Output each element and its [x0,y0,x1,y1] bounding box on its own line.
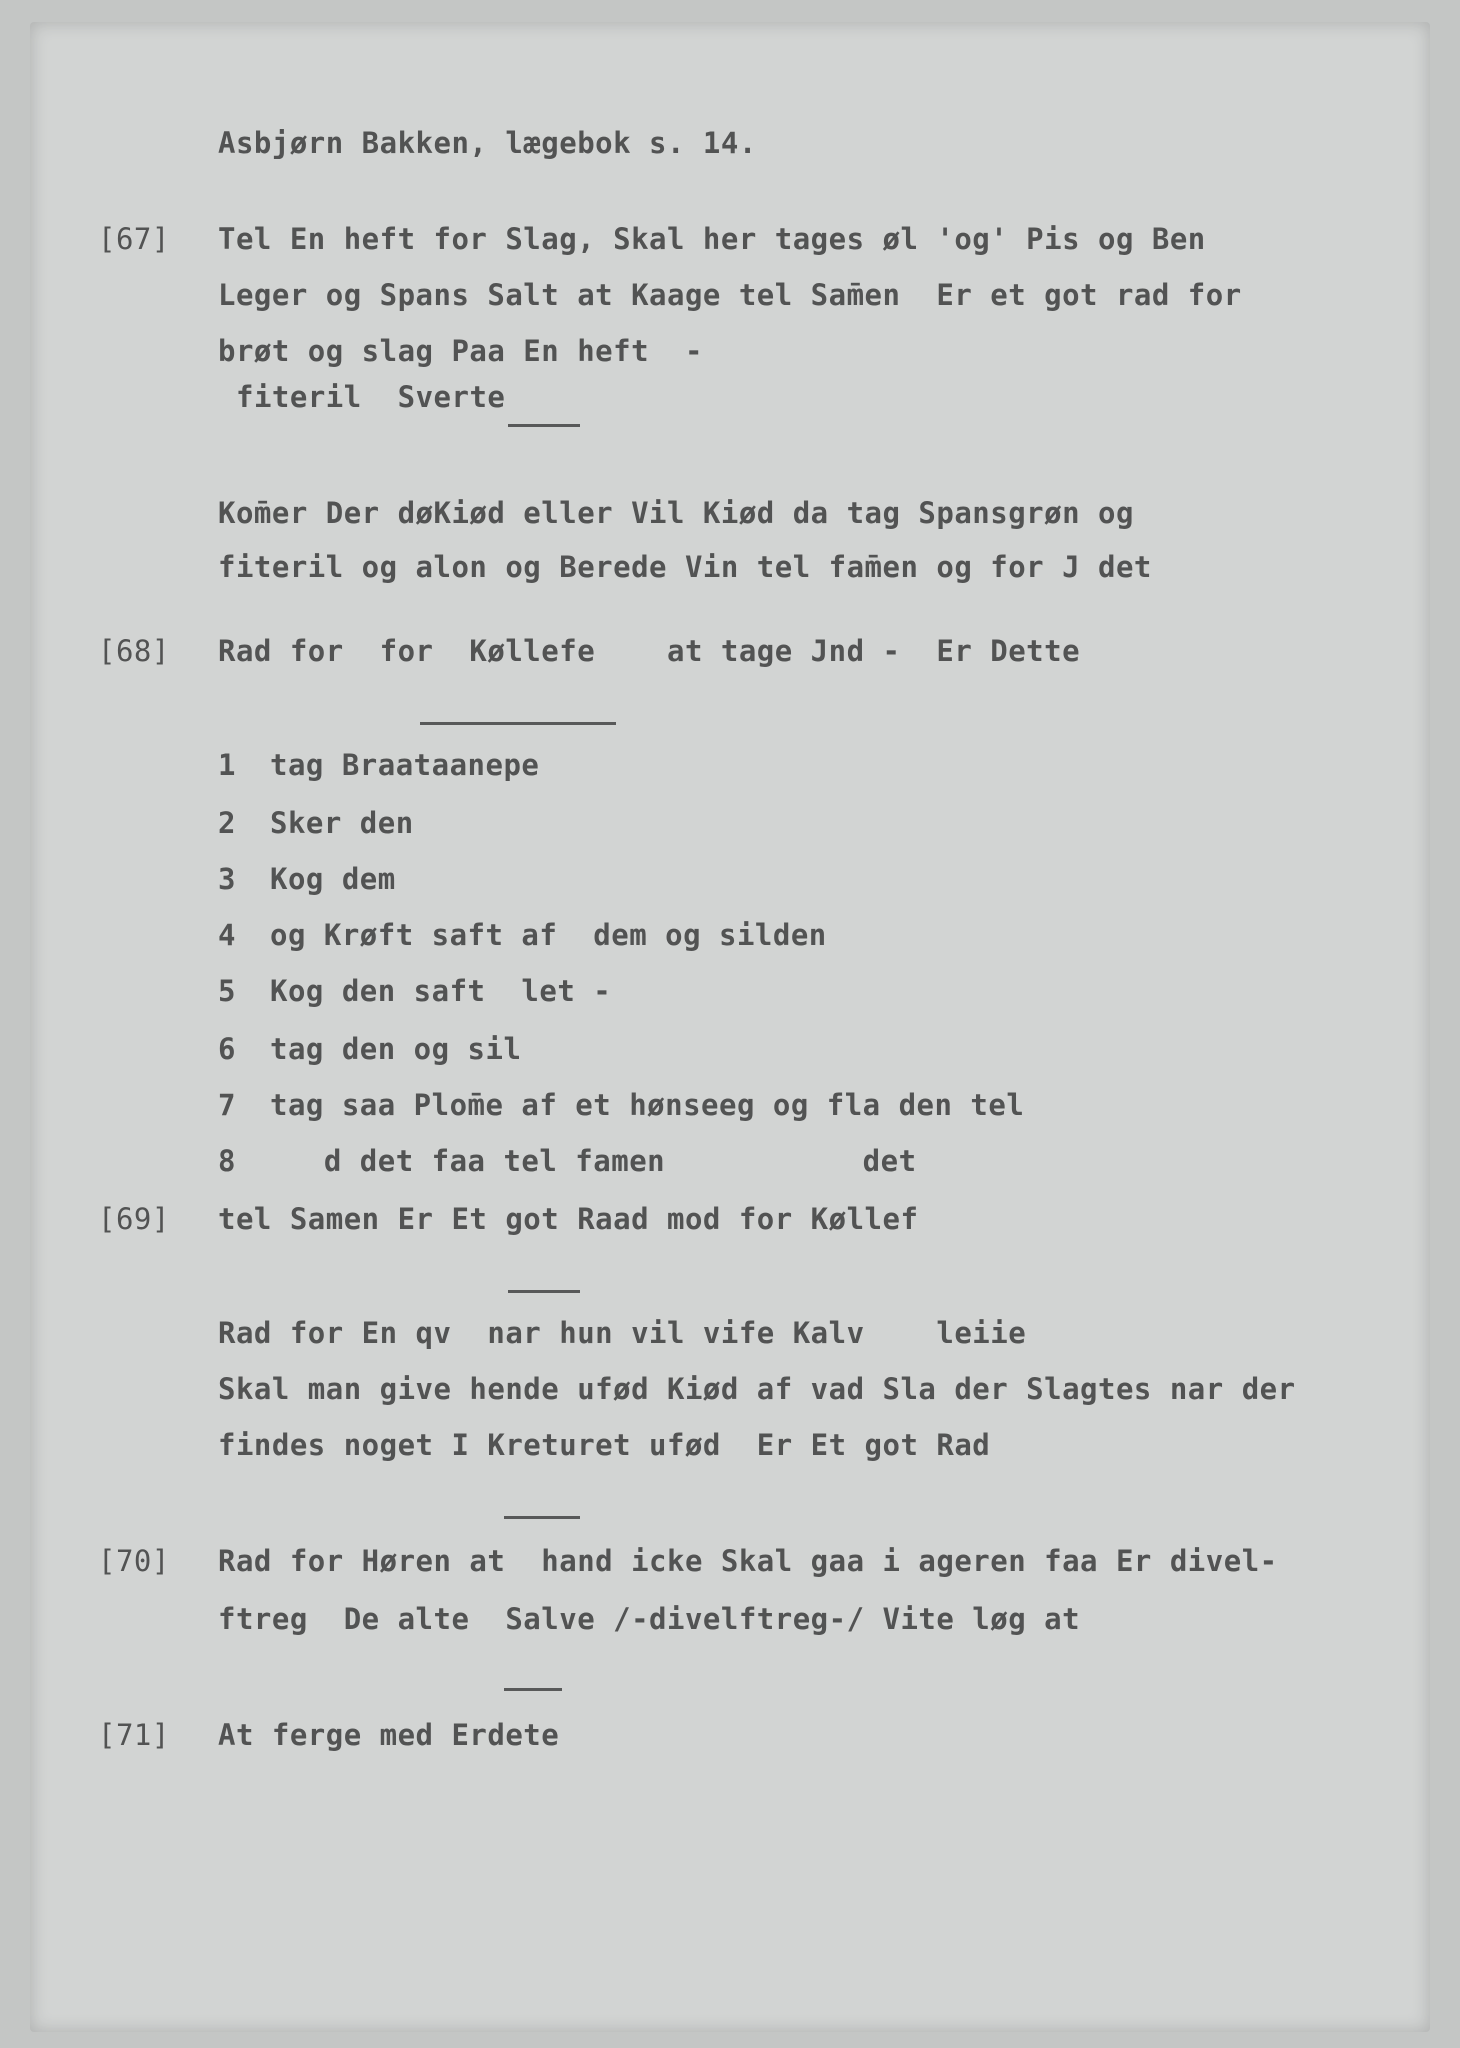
entry-70-line-1: Rad for Høren at hand icke Skal gaa i ageren faa Er divel- [218,1544,1278,1578]
separator-rule [504,1516,580,1519]
step-text: tag Braataanepe [270,748,540,782]
entry-69-line: tel Samen Er Et got Raad mod for Køllef [218,1202,919,1236]
paragraph-line-1: Kom̄er Der døKiød eller Vil Kiød da tag Spansgrøn og [218,496,1134,530]
entry-67-line-2: Leger og Spans Salt at Kaage tel Sam̄en Er et got rad for [218,278,1242,312]
step-text: Kog dem [270,862,396,896]
entry-69-para-2: Skal man give hende ufød Kiød af vad Sla der Slagtes nar der [218,1372,1296,1406]
separator-rule [504,1688,562,1691]
step-number: 8 [218,1144,236,1178]
step-number: 3 [218,862,236,896]
entry-69-para-3: findes noget I Kreturet ufød Er Et got Rad [218,1428,991,1462]
entry-number-69: [69] [98,1202,170,1236]
separator-rule [420,722,616,725]
step-text: og Krøft saft af dem og silden [270,918,827,952]
entry-number-70: [70] [98,1544,170,1578]
step-number: 4 [218,918,236,952]
step-text: tag den og sil [270,1032,522,1066]
paragraph-line-2: fiteril og alon og Berede Vin tel fam̄en og for J det [218,550,1152,584]
page-header: Asbjørn Bakken, lægebok s. 14. [218,126,757,160]
step-number: 6 [218,1032,236,1066]
step-text: tag saa Plom̄e af et hønseeg og fla den tel [270,1088,1025,1122]
entry-number-68: [68] [98,634,170,668]
step-number: 5 [218,974,236,1008]
step-number: 1 [218,748,236,782]
entry-69-para-1: Rad for En qv nar hun vil vife Kalv leiie [218,1316,1027,1350]
entry-70-line-2: ftreg De alte Salve /-divelftreg-/ Vite løg at [218,1602,1081,1636]
step-number: 7 [218,1088,236,1122]
separator-rule [508,1290,580,1293]
entry-number-71: [71] [98,1718,170,1752]
entry-number-67: [67] [98,222,170,256]
entry-67-line-4: fiteril Sverte [236,380,506,414]
step-text: Kog den saft let - [270,974,612,1008]
step-text: Sker den [270,806,414,840]
step-text: d det faa tel famen det [270,1144,917,1178]
entry-67-line-1: Tel En heft for Slag, Skal her tages øl 'og' Pis og Ben [218,222,1206,256]
entry-71-line: At ferge med Erdete [218,1718,560,1752]
step-number: 2 [218,806,236,840]
separator-rule [508,424,580,427]
entry-67-line-3: brøt og slag Paa En heft - [218,334,703,368]
entry-68-line: Rad for for Køllefe at tage Jnd - Er Dette [218,634,1081,668]
